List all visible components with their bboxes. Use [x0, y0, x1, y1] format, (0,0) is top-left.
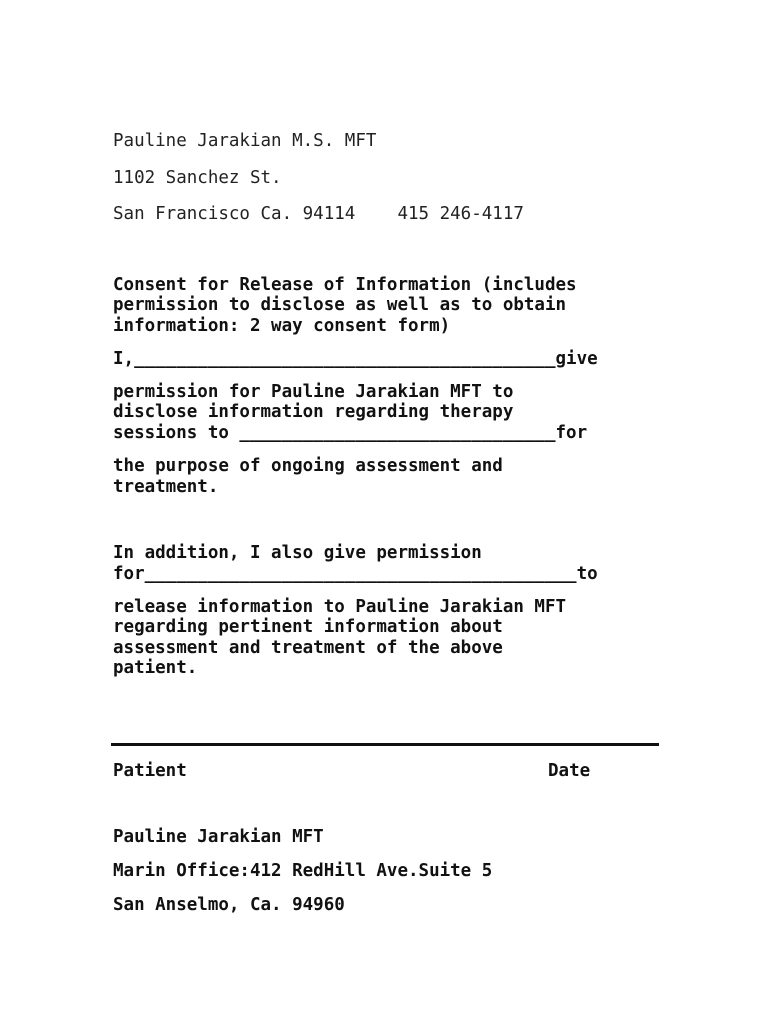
street-address: 1102 Sanchez St.: [113, 168, 282, 188]
para4-line-4: patient.: [113, 658, 198, 678]
footer-office: Marin Office:412 RedHill Ave.Suite 5: [113, 861, 493, 881]
para2-line-1: the purpose of ongoing assessment and: [113, 456, 503, 476]
para4-line-3: assessment and treatment of the above: [113, 638, 503, 658]
para1-line-2: disclose information regarding therapy: [113, 402, 514, 422]
para3-line-2: for_________________________________________to: [113, 564, 598, 584]
para2-line-2: treatment.: [113, 477, 219, 497]
signature-line: [111, 743, 659, 746]
practitioner-name: Pauline Jarakian M.S. MFT: [113, 131, 377, 151]
form-title-line-3: information: 2 way consent form): [113, 316, 451, 336]
footer-city: San Anselmo, Ca. 94960: [113, 895, 345, 915]
patient-name-blank-line: I,________________________________________give: [113, 349, 598, 369]
para1-line-1: permission for Pauline Jarakian MFT to: [113, 382, 514, 402]
city-phone: San Francisco Ca. 94114 415 246-4117: [113, 204, 524, 224]
para1-line-3: sessions to ______________________________for: [113, 423, 588, 443]
form-title-line-1: Consent for Release of Information (includes: [113, 275, 577, 295]
para3-line-1: In addition, I also give permission: [113, 543, 482, 563]
para4-line-2: regarding pertinent information about: [113, 617, 503, 637]
date-label: Date: [548, 761, 591, 781]
para4-line-1: release information to Pauline Jarakian MFT: [113, 597, 567, 617]
form-title-line-2: permission to disclose as well as to obtain: [113, 295, 567, 315]
patient-label: Patient: [113, 761, 187, 781]
footer-name: Pauline Jarakian MFT: [113, 827, 324, 847]
